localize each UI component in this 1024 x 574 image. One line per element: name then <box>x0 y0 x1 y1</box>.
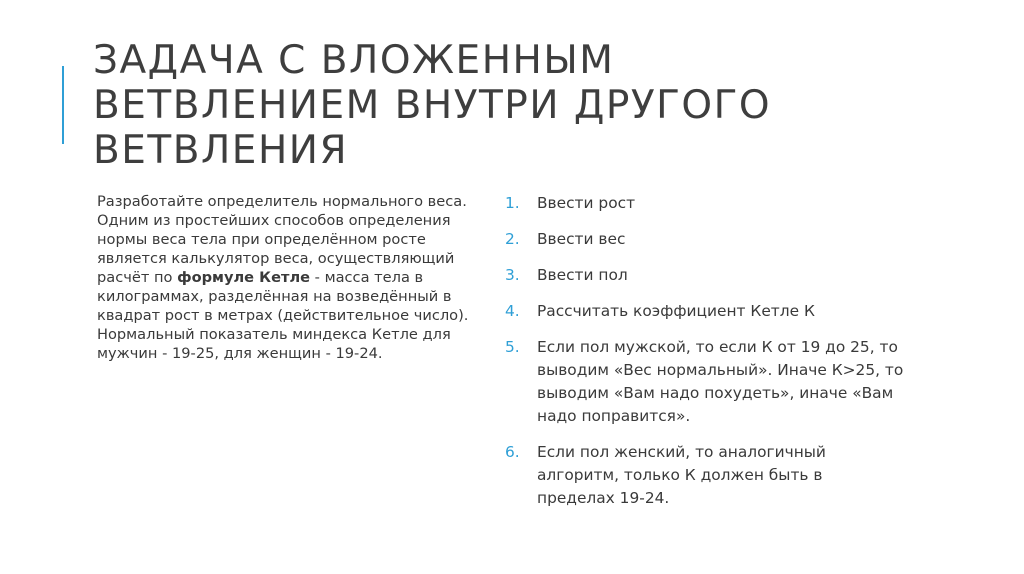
task-description-text-end: - масса тела в килограммах, разделённая на возведённый в квадрат рост в метрах (действительное число). Нормальный показатель миндекса Кетле для мужчин - 19-25, для женщин - 19-24. <box>97 269 469 362</box>
task-description-bold-term: формуле Кетле <box>177 269 311 286</box>
step-text: Если пол женский, то аналогичный алгоритм, только К должен быть в пределах 19-24. <box>537 443 826 507</box>
algorithm-steps-list <box>505 192 905 523</box>
algorithm-step <box>505 228 905 251</box>
title-line-1: ЗАДАЧА С ВЛОЖЕННЫМ <box>93 38 615 83</box>
step-number: 3. <box>505 266 520 284</box>
algorithm-step <box>505 441 905 510</box>
algorithm-step <box>505 300 905 323</box>
step-number: 4. <box>505 302 520 320</box>
step-number: 1. <box>505 194 520 212</box>
task-description-text-start: Разработайте определитель нормального веса. Одним из простейших способов определения нормы веса тела при определённом росте является калькулятор веса, осуществляющий расчёт по <box>97 193 467 286</box>
step-number: 6. <box>505 443 520 461</box>
task-description <box>97 192 477 363</box>
step-text: Ввести рост <box>537 194 636 212</box>
step-text: Если пол мужской, то если К от 19 до 25, то выводим «Вес нормальный». Иначе К>25, то выводим «Вам надо похудеть», иначе «Вам надо поправится». <box>537 338 904 425</box>
title-line-2: ВЕТВЛЕНИЕМ ВНУТРИ ДРУГОГО <box>93 83 772 128</box>
algorithm-step <box>505 192 905 215</box>
title-accent-bar <box>62 66 64 144</box>
step-number: 2. <box>505 230 520 248</box>
step-number: 5. <box>505 338 520 356</box>
step-text: Ввести пол <box>537 266 628 284</box>
algorithm-step <box>505 264 905 287</box>
title-line-3: ВЕТВЛЕНИЯ <box>93 128 349 173</box>
slide-title <box>93 38 913 173</box>
step-text: Рассчитать коэффициент Кетле К <box>537 302 815 320</box>
step-text: Ввести вес <box>537 230 626 248</box>
algorithm-step <box>505 336 905 428</box>
